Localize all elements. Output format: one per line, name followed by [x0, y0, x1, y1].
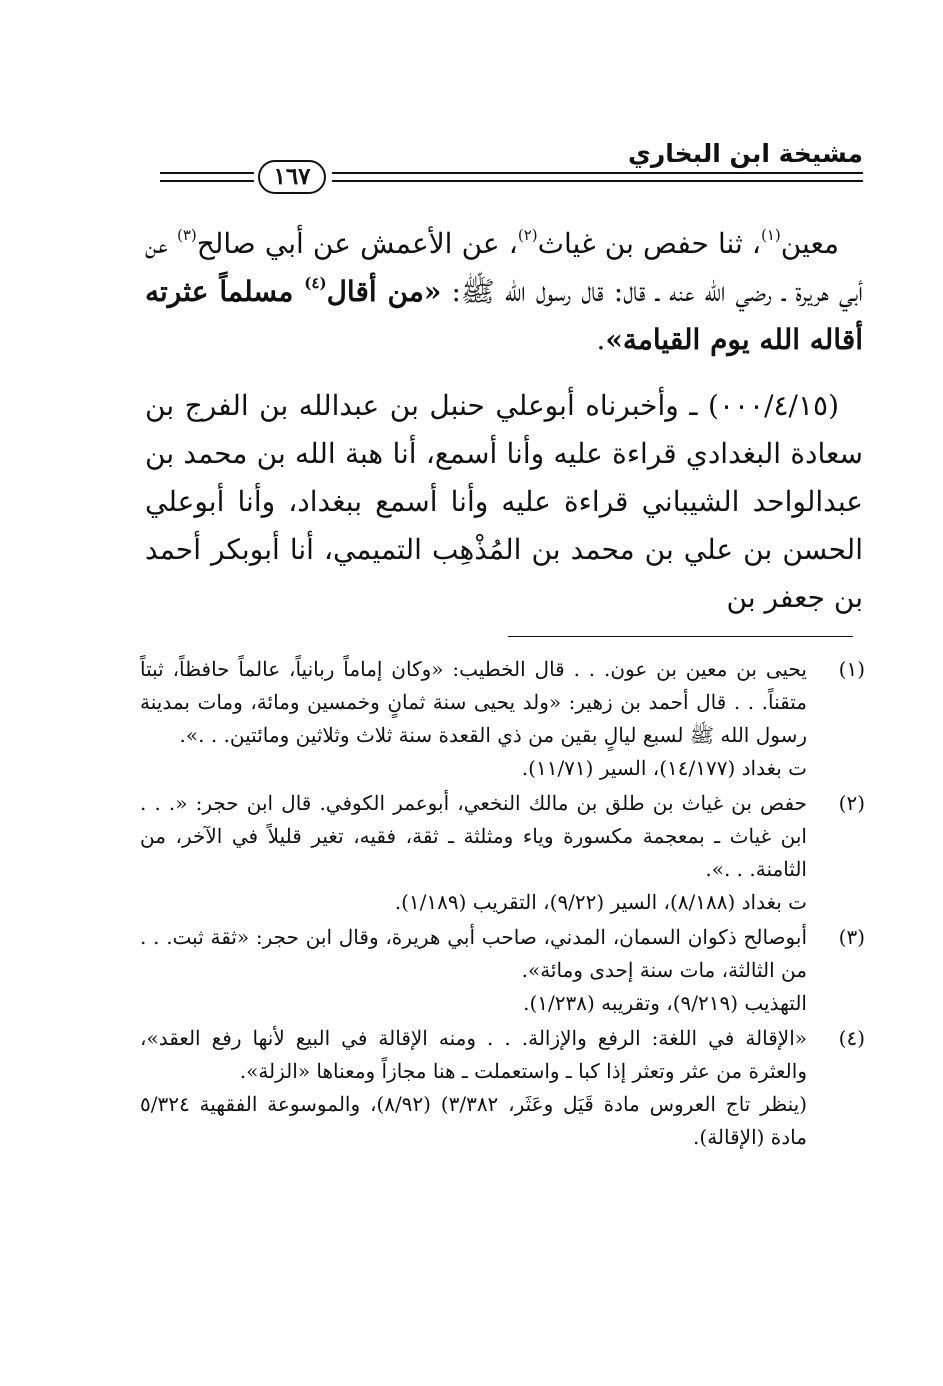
hadith-text-bold: مسلماً عثرته أقاله الله يوم القيامة» — [145, 275, 863, 356]
footnote-line: يحيى بن معين بن عون. . . قال الخطيب: «وكان إماماً ربانياً، عالماً حافظاً، ثبتاً متقناً. . . قال أحمد بن زهير: «ولد يحيى سنة ثمانٍ وخمسين ومائة، ومات بمدينة رسول الله ﷺ لسبع ليالٍ بقين من ذي القعدة سنة ثلاث وثلاثين ومائتين. . .». — [140, 657, 807, 747]
footnote-ref-4[interactable]: (٤) — [304, 273, 327, 292]
text-segment: عن أبي هريرة ـ رضي الله عنه ـ قال: قال رسول الله ﷺ: — [145, 227, 864, 308]
footnote-1 — [140, 653, 865, 785]
footnote-line: ت بغداد (٨/١٨٨)، السير (٩/٢٢)، التقريب (١/١٨٩). — [394, 890, 807, 914]
footnote-number: (٣) — [838, 925, 865, 949]
isnad-text: (٠٠٠/٤/١٥) ـ وأخبرناه أبوعلي حنبل بن عبدالله بن الفرج بن سعادة البغدادي قراءة عليه وأنا أسمع، أنا هبة الله بن محمد بن عبدالواحد الشيباني قراءة عليه وأنا أسمع ببغداد، وأنا أبوعلي الحسن بن علي بن محمد بن المُذْهِب التميمي، أنا أبوبكر أحمد بن جعفر بن — [145, 389, 863, 614]
header-rule-right-bottom — [332, 180, 863, 182]
footnote-ref-1[interactable]: (١) — [760, 225, 781, 244]
footnote-line: حفص بن غياث بن طلق بن مالك النخعي، أبوعمر الكوفي. قال ابن حجر: «. . . ابن غياث ـ بمعجمة مكسورة وياء ومثلثة ـ ثقة، فقيه، تغير قليلاً في الآخر، من الثامنة. . .». — [140, 791, 807, 881]
footnote-number: (٢) — [838, 791, 865, 815]
footnote-ref-2[interactable]: (٢) — [517, 225, 538, 244]
footnote-number: (٤) — [838, 1026, 865, 1050]
hadith-text-bold: «من أقال — [326, 275, 442, 308]
running-header-title: مشيخة ابن البخاري — [627, 139, 863, 168]
footnote-ref-3[interactable]: (٣) — [177, 225, 197, 244]
footnote-line: ت بغداد (١٤/١٧٧)، السير (١١/٧١). — [521, 756, 807, 780]
footnote-line: التهذيب (٩/٢١٩)، وتقريبه (١/٢٣٨). — [523, 991, 807, 1015]
footnote-line: «الإقالة في اللغة: الرفع والإزالة. . . ومنه الإقالة في البيع لأنها رفع العقد»، والعثرة من عثر وتعثر إذا كبا ـ واستعملت ـ هنا مجازاً ومعناها «الزلة». — [140, 1026, 807, 1083]
footnotes — [140, 653, 865, 1156]
page-number: ١٦٧ — [258, 160, 326, 194]
footnote-3 — [140, 921, 865, 1020]
footnote-4 — [140, 1022, 865, 1154]
text-segment: معين — [780, 227, 840, 260]
text-segment: ، ثنا حفص بن غياث — [537, 227, 761, 260]
header-rule-left-top — [160, 172, 254, 174]
paragraph-isnad — [145, 382, 863, 622]
footnote-line: (ينظر تاج العروس مادة قَيَل وعَثَر، ٣/٣٨٢) (٨/٩٢)، والموسوعة الفقهية ٥/٣٢٤ مادة (الإقالة). — [140, 1092, 808, 1149]
main-text — [145, 220, 863, 622]
text-segment: . — [596, 323, 606, 356]
header-rule-left-bottom — [160, 180, 254, 182]
footnote-number: (١) — [838, 657, 865, 681]
text-segment: ، عن الأعمش عن أبي صالح — [196, 227, 518, 260]
header-rule-right-top — [332, 172, 863, 174]
paragraph-hadith — [145, 220, 863, 364]
footnote-separator — [508, 636, 853, 637]
footnote-line: أبوصالح ذكوان السمان، المدني، صاحب أبي هريرة، وقال ابن حجر: «ثقة ثبت. . . من الثالثة، مات سنة إحدى ومائة». — [140, 925, 807, 982]
footnote-2 — [140, 787, 865, 919]
